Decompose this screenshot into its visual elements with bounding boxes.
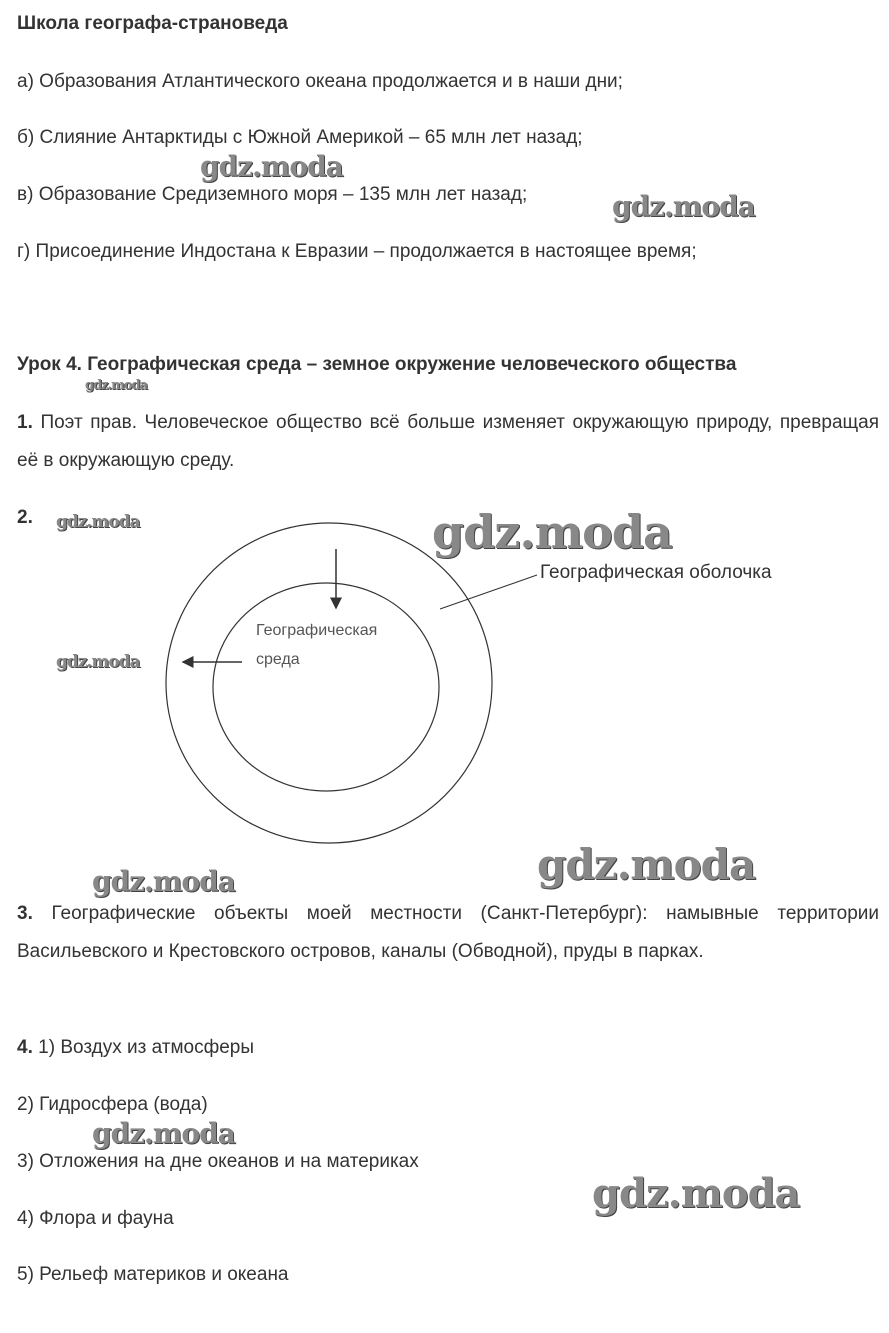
inner-label-line1: Географическая xyxy=(256,622,378,639)
list-item: 4) Флора и фауна xyxy=(17,1208,174,1229)
outer-ellipse xyxy=(166,523,492,843)
inner-label-line2: среда xyxy=(256,651,300,668)
list-item: г) Присоединение Индостана к Евразии – продолжается в настоящее время; xyxy=(17,241,697,262)
watermark: gdz.moda xyxy=(56,512,140,532)
watermark: gdz.moda xyxy=(612,190,755,223)
answer-number: 4. xyxy=(17,1037,33,1058)
watermark: gdz.moda xyxy=(85,378,148,393)
watermark: gdz.moda xyxy=(92,1117,235,1150)
lesson-title: Урок 4. Географическая среда – земное окружение человеческого общества xyxy=(17,354,737,375)
list-item: а) Образования Атлантического океана продолжается и в наши дни; xyxy=(17,71,623,92)
watermark: gdz.moda xyxy=(56,652,140,672)
section-title: Школа географа-страноведа xyxy=(17,13,288,34)
answer-4-item xyxy=(17,1036,254,1060)
list-item: 2) Гидросфера (вода) xyxy=(17,1094,208,1115)
outer-label: Географическая оболочка xyxy=(540,562,772,583)
answer-number: 3. xyxy=(17,903,33,924)
list-item: 5) Рельеф материков и океана xyxy=(17,1264,289,1285)
watermark: gdz.moda xyxy=(200,150,343,183)
watermark: gdz.moda xyxy=(432,505,672,559)
list-item: 1) Воздух из атмосферы xyxy=(38,1037,255,1058)
watermark: gdz.moda xyxy=(92,865,235,898)
list-item: в) Образование Средиземного моря – 135 млн лет назад; xyxy=(17,184,528,205)
answer-text: Географические объекты моей местности (Санкт-Петербург): намывные территории Васильевского и Крестовского островов, каналы (Обводной), пруды в парках. xyxy=(17,903,879,962)
answer-number: 1. xyxy=(17,412,33,433)
answer-text: Поэт прав. Человеческое общество всё больше изменяет окружающую природу, превращая её в окружающую среду. xyxy=(17,412,879,471)
answer-number: 2. xyxy=(17,507,33,528)
list-item: 3) Отложения на дне океанов и на материках xyxy=(17,1151,419,1172)
answer-3 xyxy=(17,895,879,971)
watermark: gdz.moda xyxy=(592,1170,800,1217)
watermark: gdz.moda xyxy=(537,840,756,889)
list-item: б) Слияние Антарктиды с Южной Америкой – 65 млн лет назад; xyxy=(17,127,583,148)
inner-ellipse xyxy=(213,583,439,791)
